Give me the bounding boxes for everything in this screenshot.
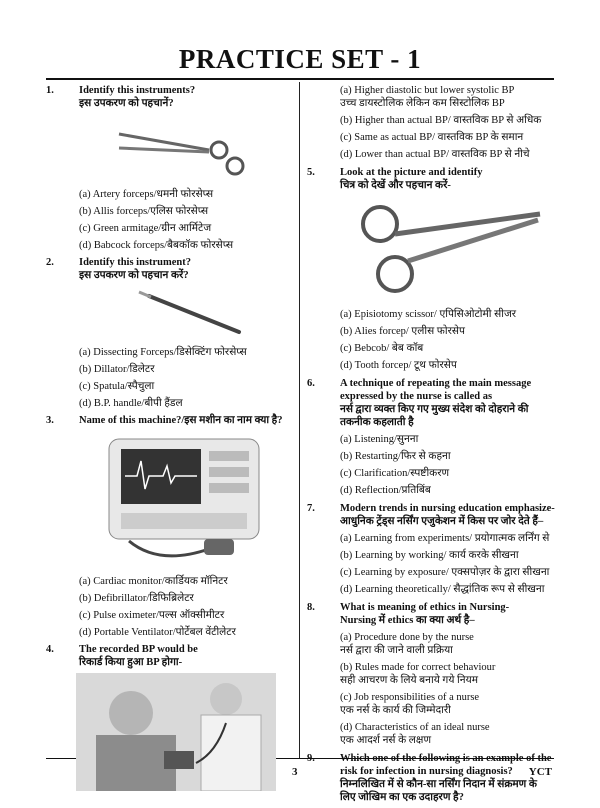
option-b: (b) Alies forcep/ एलीस फोरसेप <box>340 326 465 337</box>
question-number: 4. <box>46 644 54 655</box>
option-c-hindi: एक नर्स के कार्य की जिम्मेदारी <box>340 705 451 716</box>
question-number: 7. <box>307 503 315 514</box>
question-text-en: Identify this instruments? <box>79 85 196 96</box>
option-d: (d) Learning theoretically/ सैद्धांतिक रूप से सीखना <box>340 584 545 595</box>
page-number: 3 <box>292 766 298 778</box>
option-b: (b) Learning by working/ कार्य करके सीखना <box>340 550 519 561</box>
question-number: 8. <box>307 602 315 613</box>
question-text-en: The recorded BP would be <box>79 644 198 655</box>
question-text-en: Look at the picture and identify <box>340 167 483 178</box>
question-text-hi: निम्नलिखित में से कौन-सा नर्सिंग निदान में संक्रमण के लिए जोखिम का एक उदाहरण है? <box>340 779 537 803</box>
option-a: (a) Episiotomy scissor/ एपिसिओटोमी सीजर <box>340 309 517 320</box>
question-number: 9. <box>307 753 315 764</box>
question-9 <box>307 752 555 804</box>
option-d: (d) Characteristics of an ideal nurse <box>340 722 490 733</box>
artery-forceps-figure <box>79 114 292 184</box>
option-c: (c) Pulse oximeter/पल्स ऑक्सीमीटर <box>79 610 225 621</box>
question-text-hi: नर्स द्वारा व्यक्त किए गए मुख्य संदेश को दोहराने की तकनीक कहलाती है <box>340 404 529 428</box>
question-4 <box>46 643 292 669</box>
option-a: (a) Learning from experiments/ प्रयोगात्मक लर्निंग से <box>340 533 550 544</box>
bp-handle-figure <box>79 286 292 342</box>
question-text-hi: Nursing में ethics का क्या अर्थ है– <box>340 615 475 626</box>
option-b: (b) Dillator/डिलेटर <box>79 364 155 375</box>
option-c: (c) Learning by exposure/ एक्सपोज़र के द्वारा सीखना <box>340 567 550 578</box>
option-c: (c) Spatula/स्पैचुला <box>79 381 155 392</box>
option-d: (d) Lower than actual BP/ वास्तविक BP से नीचे <box>340 149 530 160</box>
question-1 <box>46 84 292 252</box>
option-b: (b) Restarting/फिर से कहना <box>340 451 451 462</box>
option-c: (c) Same as actual BP/ वास्तविक BP के समान <box>340 132 524 143</box>
question-4-options <box>307 84 555 161</box>
question-number: 5. <box>307 167 315 178</box>
option-b: (b) Rules made for correct behaviour <box>340 662 496 673</box>
option-c: (c) Job responsibilities of a nurse <box>340 692 480 703</box>
defibrillator-figure <box>79 431 292 571</box>
bp-measurement-photo <box>76 673 292 791</box>
publisher-mark: YCT <box>528 766 552 778</box>
option-d: (d) B.P. handle/बीपी हैंडल <box>79 398 183 409</box>
question-2 <box>46 256 292 410</box>
option-c: (c) Bebcob/ बेब कॉब <box>340 343 424 354</box>
option-d: (d) Reflection/प्रतिबिंब <box>340 485 431 496</box>
question-text-en: Which one of the following is an example of the risk for infection in nursing diagnosis? <box>340 753 552 777</box>
question-text-en: Name of this machine?/इस मशीन का नाम क्या है? <box>79 415 283 426</box>
question-6 <box>307 377 555 497</box>
option-a: (a) Dissecting Forceps/डिसेक्टिंग फोरसेप्स <box>79 347 247 358</box>
option-a: (a) Higher diastolic but lower systolic BP <box>340 85 515 96</box>
option-b: (b) Allis forceps/एलिस फोरसेप्स <box>79 206 209 217</box>
question-text-en: A technique of repeating the main message expressed by the nurse is called as <box>340 378 532 402</box>
option-a: (a) Cardiac monitor/कार्डियक मॉनिटर <box>79 576 228 587</box>
question-text-hi: रिकार्ड किया हुआ BP होगा- <box>79 657 183 668</box>
scissor-figure <box>340 196 555 304</box>
question-3 <box>46 414 292 639</box>
option-a-hindi: उच्च डायस्टोलिक लेकिन कम सिस्टोलिक BP <box>340 98 505 109</box>
question-text-en: Identify this instrument? <box>79 257 192 268</box>
question-5 <box>307 166 555 372</box>
option-c: (c) Clarification/स्पष्टीकरण <box>340 468 450 479</box>
question-text-hi: चित्र को देखें और पहचान करें- <box>340 180 451 191</box>
option-d-hindi: एक आदर्श नर्स के लक्षण <box>340 735 432 746</box>
question-text-hi: आधुनिक ट्रेंड्स नर्सिंग एजुकेशन में किस पर जोर देते हैं– <box>340 516 544 527</box>
question-number: 6. <box>307 378 315 389</box>
option-c: (c) Green armitage/ग्रीन आर्मिटेज <box>79 223 212 234</box>
question-number: 1. <box>46 85 54 96</box>
question-8 <box>307 601 555 747</box>
question-number: 3. <box>46 415 54 426</box>
column-divider <box>299 82 300 758</box>
question-text-hi: इस उपकरण को पहचानें? <box>79 98 174 109</box>
option-a: (a) Procedure done by the nurse <box>340 632 474 643</box>
question-text-en: What is meaning of ethics in Nursing- <box>340 602 510 613</box>
title-rule <box>46 78 554 80</box>
option-b: (b) Higher than actual BP/ वास्तविक BP से अधिक <box>340 115 542 126</box>
option-b-hindi: सही आचरण के लिये बनाये गये नियम <box>340 675 478 686</box>
option-d: (d) Portable Ventilator/पोर्टेबल वेंटीलेटर <box>79 627 236 638</box>
question-number: 2. <box>46 257 54 268</box>
option-b: (b) Defibrillator/डिफिब्रिलेटर <box>79 593 194 604</box>
option-a: (a) Listening/सुनना <box>340 434 419 445</box>
option-a: (a) Artery forceps/धमनी फोरसेप्स <box>79 189 214 200</box>
right-column <box>307 84 555 804</box>
left-column <box>46 84 292 795</box>
page-title: PRACTICE SET - 1 <box>178 44 422 74</box>
option-a-hindi: नर्स द्वारा की जाने वाली प्रक्रिया <box>340 645 453 656</box>
option-d: (d) Tooth forcep/ टूथ फोरसेप <box>340 360 457 371</box>
question-7 <box>307 502 555 596</box>
question-text-hi: इस उपकरण को पहचान करें? <box>79 270 189 281</box>
question-text-en: Modern trends in nursing education emphasize- <box>340 503 555 514</box>
option-d: (d) Babcock forceps/बैबकॉक फोरसेप्स <box>79 240 234 251</box>
